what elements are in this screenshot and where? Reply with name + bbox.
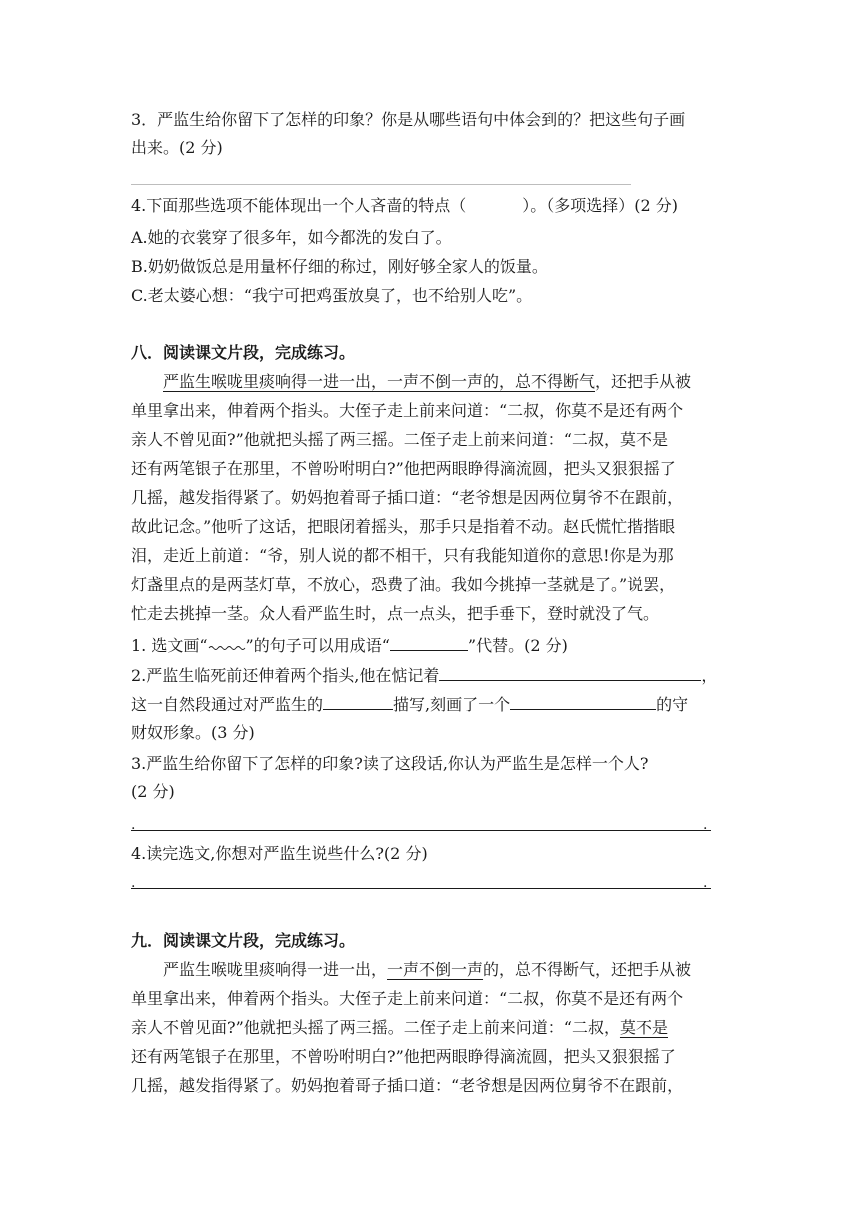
section8-q4-line1: 4.读完选文,你想对严监生说些什么?(2 分) — [131, 844, 428, 863]
section8-q1 — [131, 634, 568, 657]
section9-underlined-word: 莫不是 — [619, 1018, 668, 1037]
section8-passage-line6: 故此记念。”他听了这话，把眼闭着摇头，那手只是指着不动。赵氏慌忙揩揩眼 — [131, 517, 676, 536]
section8-passage-line7: 泪，走近上前道：“爷，别人说的都不相干，只有我能知道你的意思!你是为那 — [131, 546, 674, 565]
section9-line3-start: 亲人不曾见面?”他就把头摇了两三摇。二侄子走上前来问道：“二叔， — [131, 1018, 620, 1037]
q4-top-stem-before: 4.下面那些选项不能体现出一个人吝啬的特点（ — [131, 196, 467, 215]
section8-q2-line1 — [131, 664, 717, 687]
section9-line1-start: 严监生喉咙里痰响得一进一出， — [163, 960, 388, 979]
section8-passage-line3: 亲人不曾见面?”他就把头摇了两三摇。二侄子走上前来问道：“二叔，莫不是 — [131, 430, 668, 449]
q3-top-line1: 3．严监生给你留下了怎样的印象？你是从哪些语句中体会到的？把这些句子画 — [131, 110, 686, 129]
section9-underlined-phrase: 一声不倒一声 — [387, 960, 484, 979]
section8-q2-line2 — [131, 693, 688, 716]
q3-top-answer-line — [131, 184, 631, 185]
section8-q2-blank2[interactable] — [323, 693, 393, 710]
q4-top-stem — [131, 195, 678, 217]
section8-q1-idiom-blank[interactable] — [390, 634, 468, 651]
section8-q2-line2-middle: 描写,刻画了一个 — [393, 695, 511, 714]
section8-q1-middle: ”的句子可以用成语“ — [245, 636, 390, 655]
section8-q3-line2: (2 分) — [131, 782, 175, 801]
section9-passage-line1 — [163, 959, 691, 981]
section8-passage-line9: 忙走去挑掉一茎。众人看严监生时，点一点头，把手垂下，登时就没了气。 — [131, 604, 660, 623]
section8-passage-line2: 单里拿出来，伸着两个指头。大侄子走上前来问道：“二叔，你莫不是还有两个 — [131, 401, 684, 420]
q4-top-stem-after: ）。（多项选择）(2 分) — [522, 196, 679, 215]
section8-q3-answer-line[interactable] — [131, 830, 711, 831]
wavy-underline-sample-icon — [208, 641, 246, 651]
q4-top-option-b: B.奶奶做饭总是用量杯仔细的称过，刚好够全家人的饭量。 — [131, 257, 548, 276]
section9-passage-line3 — [131, 1017, 668, 1039]
section8-q4-answer-dot: . — [131, 875, 136, 891]
section8-q3-answer-dot: . — [131, 817, 136, 833]
section8-heading: 八．阅读课文片段，完成练习。 — [131, 343, 356, 362]
section8-q4-answer-end-dot: . — [703, 875, 708, 891]
section8-underlined-sentence: 严监生喉咙里痰响得一进一出，一声不倒一声的，总不得断气 — [163, 372, 596, 391]
q3-top-line2: 出来。(2 分) — [131, 138, 223, 157]
section9-passage-line5: 几摇，越发指得紧了。奶妈抱着哥子插口道：“老爷想是因两位舅爷不在跟前， — [131, 1076, 684, 1095]
section8-q2-line1-before: 2.严监生临死前还伸着两个指头,他在惦记着 — [131, 666, 440, 685]
section8-passage-line4: 还有两笔银子在那里，不曾吩咐明白?”他把两眼睁得滴流圆，把头又狠狠摇了 — [131, 459, 676, 478]
section8-passage-line5: 几摇，越发指得紧了。奶妈抱着哥子插口道：“老爷想是因两位舅爷不在跟前， — [131, 488, 684, 507]
q4-top-option-c: C.老太婆心想：“我宁可把鸡蛋放臭了，也不给别人吃”。 — [131, 286, 533, 305]
section8-q2-line2-after: 的守 — [656, 695, 689, 714]
section8-line1-rest: ，还把手从被 — [595, 372, 692, 391]
section8-q2-line2-before: 这一自然段通过对严监生的 — [131, 695, 324, 714]
q4-top-option-a: A.她的衣裳穿了很多年，如今都洗的发白了。 — [131, 228, 452, 247]
section9-passage-line2: 单里拿出来，伸着两个指头。大侄子走上前来问道：“二叔，你莫不是还有两个 — [131, 989, 684, 1008]
section8-q3-line1: 3.严监生给你留下了怎样的印象?读了这段话,你认为严监生是怎样一个人? — [131, 754, 649, 773]
section8-q1-after: ”代替。(2 分) — [467, 636, 568, 655]
section8-q1-before: 1. 选文画“ — [131, 636, 208, 655]
section8-passage-line1 — [163, 371, 691, 393]
section8-q2-blank3[interactable] — [510, 693, 656, 710]
section8-q2-blank1[interactable] — [439, 664, 701, 681]
section8-q2-line1-after: ， — [701, 666, 718, 685]
section9-passage-line4: 还有两笔银子在那里，不曾吩咐明白?”他把两眼睁得滴流圆，把头又狠狠摇了 — [131, 1047, 676, 1066]
section8-q4-answer-line[interactable] — [131, 888, 711, 889]
section8-q2-line3: 财奴形象。(3 分) — [131, 723, 255, 742]
section8-passage-line8: 灯盏里点的是两茎灯草，不放心，恐费了油。我如今挑掉一茎就是了。”说罢， — [131, 575, 676, 594]
section9-line1-rest: 的，总不得断气，还把手从被 — [483, 960, 692, 979]
section9-heading: 九．阅读课文片段，完成练习。 — [131, 931, 356, 950]
section8-q3-answer-end-dot: . — [703, 817, 708, 833]
